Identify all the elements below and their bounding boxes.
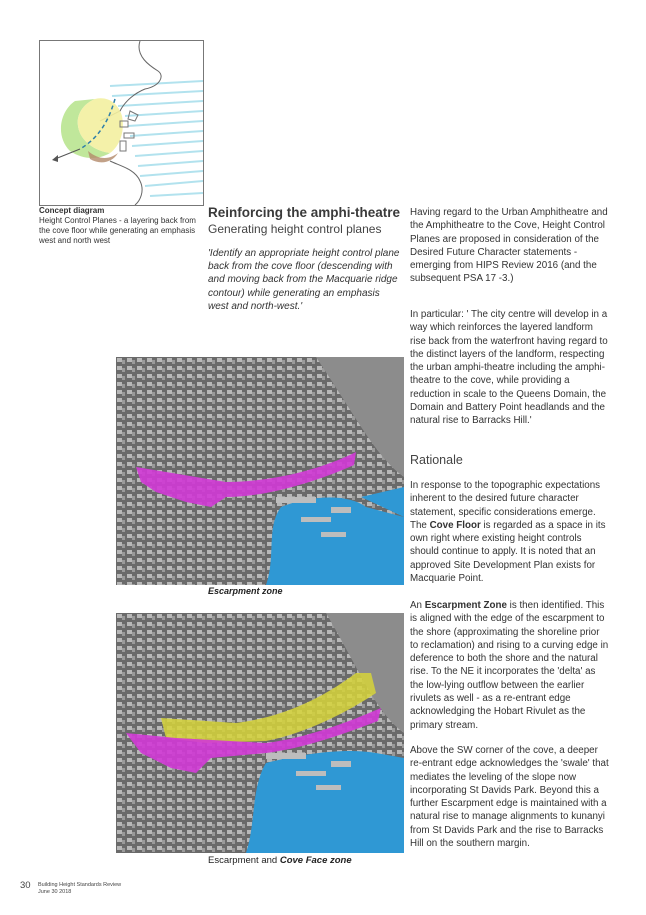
escarpment-cove-face-map-image <box>116 613 404 853</box>
concept-caption-text: Height Control Planes - a layering back from the cove floor while generating an emphasis west and north west <box>39 216 196 245</box>
figure-caption-cove-face <box>208 855 352 866</box>
concept-diagram <box>39 40 204 206</box>
concept-caption-title: Concept diagram <box>39 206 105 215</box>
caption2-text: Escarpment and <box>208 855 280 866</box>
paragraph-cove-floor <box>410 479 610 585</box>
section-heading: Reinforcing the amphi-theatre <box>208 205 401 220</box>
escarpment-zone-map <box>116 357 404 585</box>
rationale-heading: Rationale <box>410 453 463 467</box>
p3-text-a: In response to the topographic expectations inherent to the desired future character statement, specific considerations emerge. The <box>410 480 601 531</box>
paragraph-sw-corner: Above the SW corner of the cove, a deeper re-entrant edge acknowledges the 'swale' that mediates the leveling of the slope now incorporating St Davids Park. Beyond this a further Escarpment edge is maintained with a natural rise to manage alignments to kunanyi from St Davids Park and the rise to Barracks Hill on the southern margin. <box>410 745 609 850</box>
paragraph-escarpment-zone <box>410 599 610 732</box>
escarpment-cove-face-map <box>116 613 404 853</box>
concept-caption <box>39 206 204 246</box>
caption2-bold: Cove Face zone <box>279 855 352 866</box>
p4-text-b: is then identified. This is aligned with the edge of the escarpment to the shore (approximating the shoreline prior to reclamation) and rising to a curving edge in deference to both the shore and the natural rise. To the NE it incorporates the 'delta' as the low-lying outflow between the earlier rivulets as well - as a re-entrant edge acknowledging the Hobart Rivulet as the primary stream. <box>410 600 609 731</box>
footer-title <box>38 882 121 895</box>
footer-date: June 30 2018 <box>38 888 72 895</box>
p3-text-b: is regarded as a space in its own right where existing height controls should continue to apply. It is noted that an approved Site Development Plan exists for Macquarie Point. <box>410 519 606 585</box>
page-number: 30 <box>20 880 31 891</box>
concept-sketch <box>40 41 203 205</box>
p3-bold: Cove Floor <box>429 519 481 531</box>
p4-bold: Escarpment Zone <box>424 600 507 611</box>
footer-doc-title: Building Height Standards Review <box>38 882 122 888</box>
paragraph-in-particular: In particular: ' The city centre will develop in a way which reinforces the layered landform rise back from the waterfront having regard to the distinct layers of the landform, respecting the urban amphi-theatre including the amphi-theatre to the cove, while providing a reduction in scale to the Queens Domain, the Domain and Battery Point headlands and the natural rise to Barracks Hill.' <box>410 309 608 427</box>
figure-caption-escarpment: Escarpment zone <box>208 586 283 596</box>
paragraph-intro: Having regard to the Urban Amphitheatre and the Amphitheatre to the Cove, Height Control Planes are proposed in consideration of the Desired Future Character statements - emerging from HIPS Review 2016 (and the subsequent PSA 17 -3.) <box>410 207 608 285</box>
p4-text-a: An <box>410 600 425 611</box>
section-subheading: Generating height control planes <box>208 222 382 236</box>
section-quote: 'Identify an appropriate height control plane back from the cove floor (descending with and moving back from the Macquarie ridge contour) while generating an emphasis west and north-west.' <box>208 248 400 312</box>
escarpment-zone-map-image <box>116 357 404 585</box>
